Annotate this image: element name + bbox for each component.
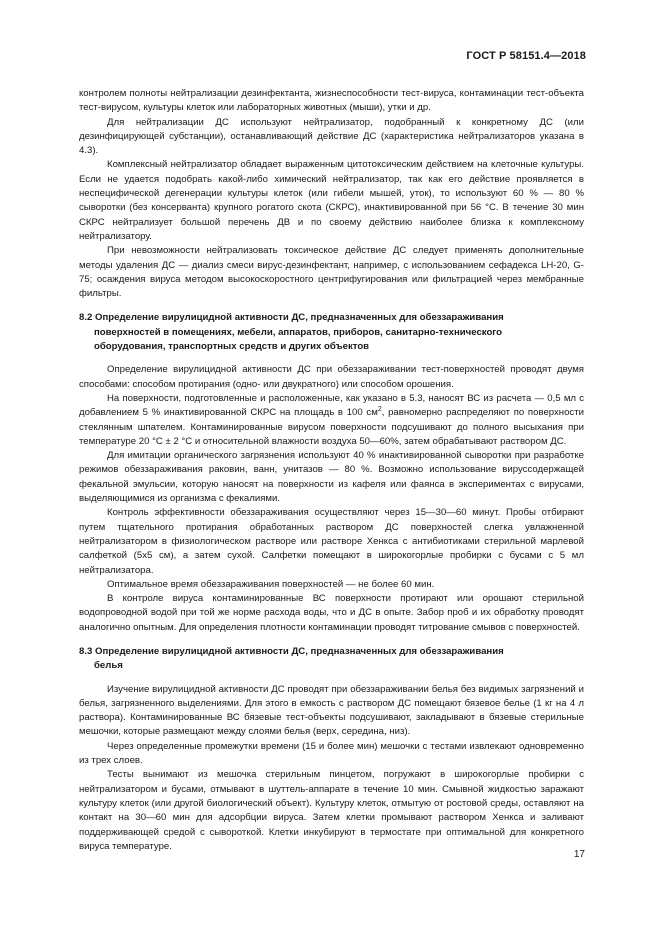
- page-number: 17: [573, 849, 585, 860]
- superscript-2: 2: [377, 406, 382, 414]
- section-8-2-heading-line-2: поверхностей в помещениях, мебели, аппаратов, приборов, санитарно-технического: [94, 326, 503, 338]
- intro-paragraph-2: Для нейтрализации ДС используют нейтрализатор, подобранный к конкретному ДС (или дезинфицирующей субстанции), останавливающий действие ДС (характеристика нейтрализаторов указана в 4.3).: [79, 116, 584, 157]
- section-8-2-heading-line-1: 8.2 Определение вирулицидной активности ДС, предназначенных для обеззараживания: [79, 312, 504, 324]
- page-content: [79, 87, 584, 854]
- section-8-3-heading-line-1: 8.3 Определение вирулицидной активности ДС, предназначенных для обеззараживания: [79, 645, 504, 657]
- section-8-3-heading-line-2: белья: [94, 660, 123, 672]
- intro-paragraph-3: Комплексный нейтрализатор обладает выраженным цитотоксическим действием на клеточные культуры. Если не удается подобрать какой-либо химический нейтрализатор, так как его действие проявляется в неспецифической дегенерации культуры клеток (или гибели мышей, уток), то используют 60 % — 80 % сыворотки (без консерванта) крупного рогатого скота (СКРС), инактивированной при 56 °С. В течение 30 мин СКРС нейтрализует большой перечень ДВ и по своему действию наиболее близка к комплексному нейтрализатору.: [79, 159, 584, 242]
- section-8-2-paragraph-1: Определение вирулицидной активности ДС при обеззараживании тест-поверхностей проводят двумя способами: способом протирания (одно- или двукратного) или способом орошения.: [79, 364, 584, 390]
- document-code: ГОСТ Р 58151.4—2018: [466, 50, 586, 62]
- section-8-2-paragraph-3: Для имитации органического загрязнения используют 40 % инактивированной сыворотки при разработке режимов обеззараживания раковин, ванн, унитазов — 80 %. Возможно использование вируссодержащей фекальной эмульсии, которую наносят на поверхности из кафеля или фаянса в экспериментах с вирусами, выделяющимися из организма с фекалиями.: [79, 450, 584, 505]
- section-8-2-paragraph-2-text-b: , равномерно распределяют по поверхности стеклянным шпателем. Контаминированные вирусом поверхности подсушивают до полного высыхания при температуре 20 °С ± 2 °С и относительной влажности воздуха 50—60%, затем обрабатывают раствором ДС.: [79, 407, 584, 447]
- section-8-3-paragraph-1: Изучение вирулицидной активности ДС проводят при обеззараживании белья без видимых загрязнений и белья, загрязненного выделениями. Для этого в емкость с раствором ДС помещают бязевое белье (1 кг на 4 л раствора). Контаминированные ВС бязевые тест-объекты подсушивают, закладывают в бязевые стерильные мешочки, которые размещают между слоями белья (верх, середина, низ).: [79, 683, 584, 738]
- section-8-2-heading-line-3: оборудования, транспортных средств и других объектов: [94, 341, 370, 353]
- section-8-3-paragraph-3: Тесты вынимают из мешочка стерильным пинцетом, погружают в широкогорлые пробирки с нейтрализатором и бусами, отмывают в шуттель-аппарате в течение 10 мин. Смывной жидкостью заражают культуру клеток (или другой биологический объект). Культуру клеток, отмытую от ростовой среды, оставляют на контакт на 30—60 мин для адсорбции вируса. Затем клетки промывают раствором Хенкса и заливают поддерживающей средой с сывороткой. Клетки инкубируют в термостате при оптимальной для конкретного вируса температуре.: [79, 769, 584, 852]
- section-8-2-paragraph-5: Оптимальное время обеззараживания поверхностей — не более 60 мин.: [107, 578, 435, 590]
- section-8-3-paragraph-2: Через определенные промежутки времени (15 и более мин) мешочки с тестами извлекают одновременно из трех слоев.: [79, 740, 584, 767]
- section-8-2-paragraph-6: В контроле вируса контаминированные ВС поверхности протирают или орошают стерильной водопроводной водой при той же норме расхода воды, что и ДС в опыте. Забор проб и их обработку проводят аналогично опытным. Для определения плотности контаминации проводят титрование смывов с поверхностей.: [79, 593, 584, 633]
- section-8-3-heading: [79, 645, 584, 674]
- intro-paragraph-4: При невозможности нейтрализовать токсическое действие ДС следует применять дополнительные методы удаления ДС — диализ смеси вирус-дезинфектант, например, с использованием сефадекса LH-20, G-75; осаждения вируса методом высокоскоростного центрифугирования или фильтрацией через мембранные фильтры.: [79, 245, 584, 300]
- section-8-2-heading: [79, 311, 584, 354]
- section-8-2-paragraph-2-text-a: На поверхности, подготовленные и расположенные, как указано в 5.3, наносят ВС из расчета — 0,5 мл с добавлением 5 % инактивированной СКРС на площадь в 100 см: [79, 392, 584, 419]
- intro-paragraph-1: контролем полноты нейтрализации дезинфектанта, жизнеспособности тест-вируса, контаминации тест-объекта тест-вирусом, культуры клеток или лабораторных животных (мыши), утки и др.: [79, 88, 584, 114]
- section-8-2-paragraph-2: [79, 392, 584, 449]
- section-8-2-paragraph-4: Контроль эффективности обеззараживания осуществляют через 15—30—60 минут. Пробы отбирают путем тщательного протирания обработанных раствором ДС поверхностей слегка увлажненной нейтрализатором в физиологическом растворе или растворе Хенкса с антибиотиками стерильной марлевой салфеткой (5х5 см), а затем сухой. Салфетки помещают в широкогорлые пробирки с бусами с 5 мл нейтрализатора.: [79, 507, 584, 576]
